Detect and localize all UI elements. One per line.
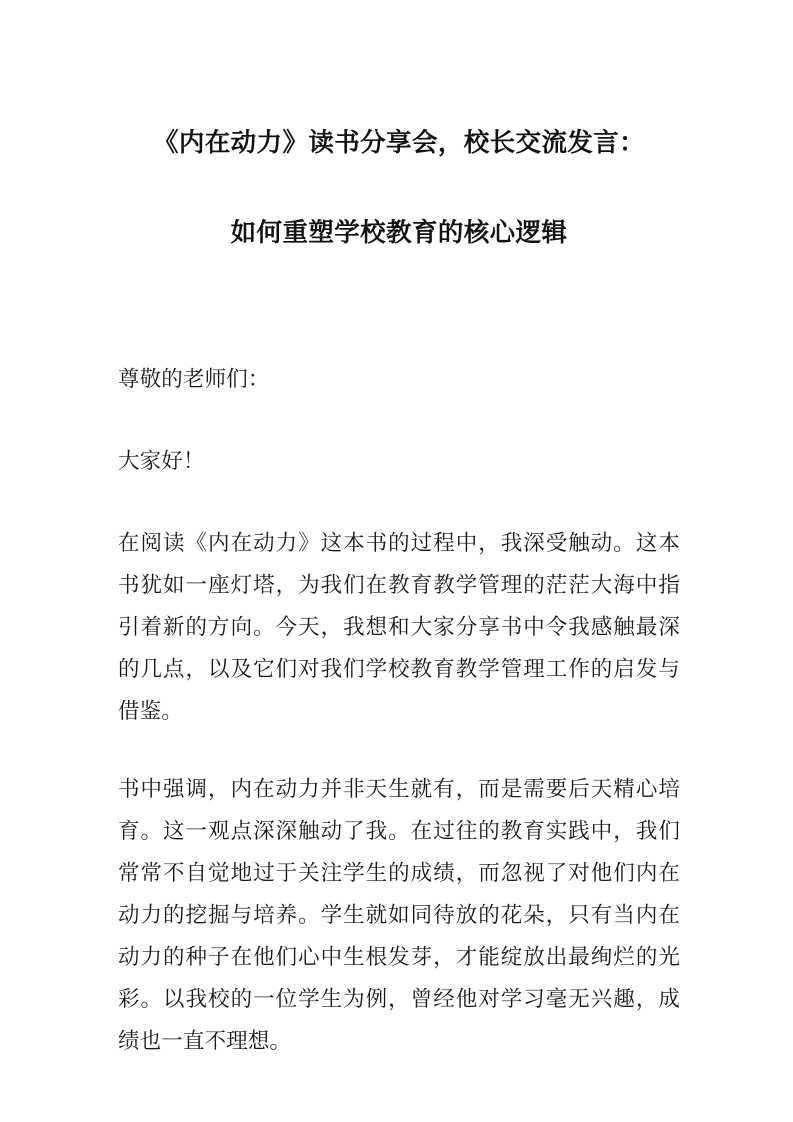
title-line-2: 如何重塑学校教育的核心逻辑 [230,218,568,247]
page-title [118,127,680,250]
body-paragraph-1: 在阅读《内在动力》这本书的过程中，我深受触动。这本书犹如一座灯塔，为我们在教育教学管理的茫茫大海中指引着新的方向。今天，我想和大家分享书中令我感触最深的几点，以及它们对我们学校教育教学管理工作的启发与借鉴。 [118,531,680,724]
salutation-line: 尊敬的老师们： [118,367,270,392]
body-paragraph-2: 书中强调，内在动力并非天生就有，而是需要后天精心培育。这一观点深深触动了我。在过往的教育实践中，我们常常不自觉地过于关注学生的成绩，而忽视了对他们内在动力的挖掘与培养。学生就如同待放的花朵，只有当内在动力的种子在他们心中生根发芽，才能绽放出最绚烂的光彩。以我校的一位学生为例，曾经他对学习毫无兴趣，成绩也一直不理想。 [118,777,680,1054]
greeting-line: 大家好！ [118,449,205,474]
document-body [118,358,680,1062]
page-content-column [118,0,680,1062]
title-line-1: 《内在动力》读书分享会，校长交流发言： [152,129,646,157]
